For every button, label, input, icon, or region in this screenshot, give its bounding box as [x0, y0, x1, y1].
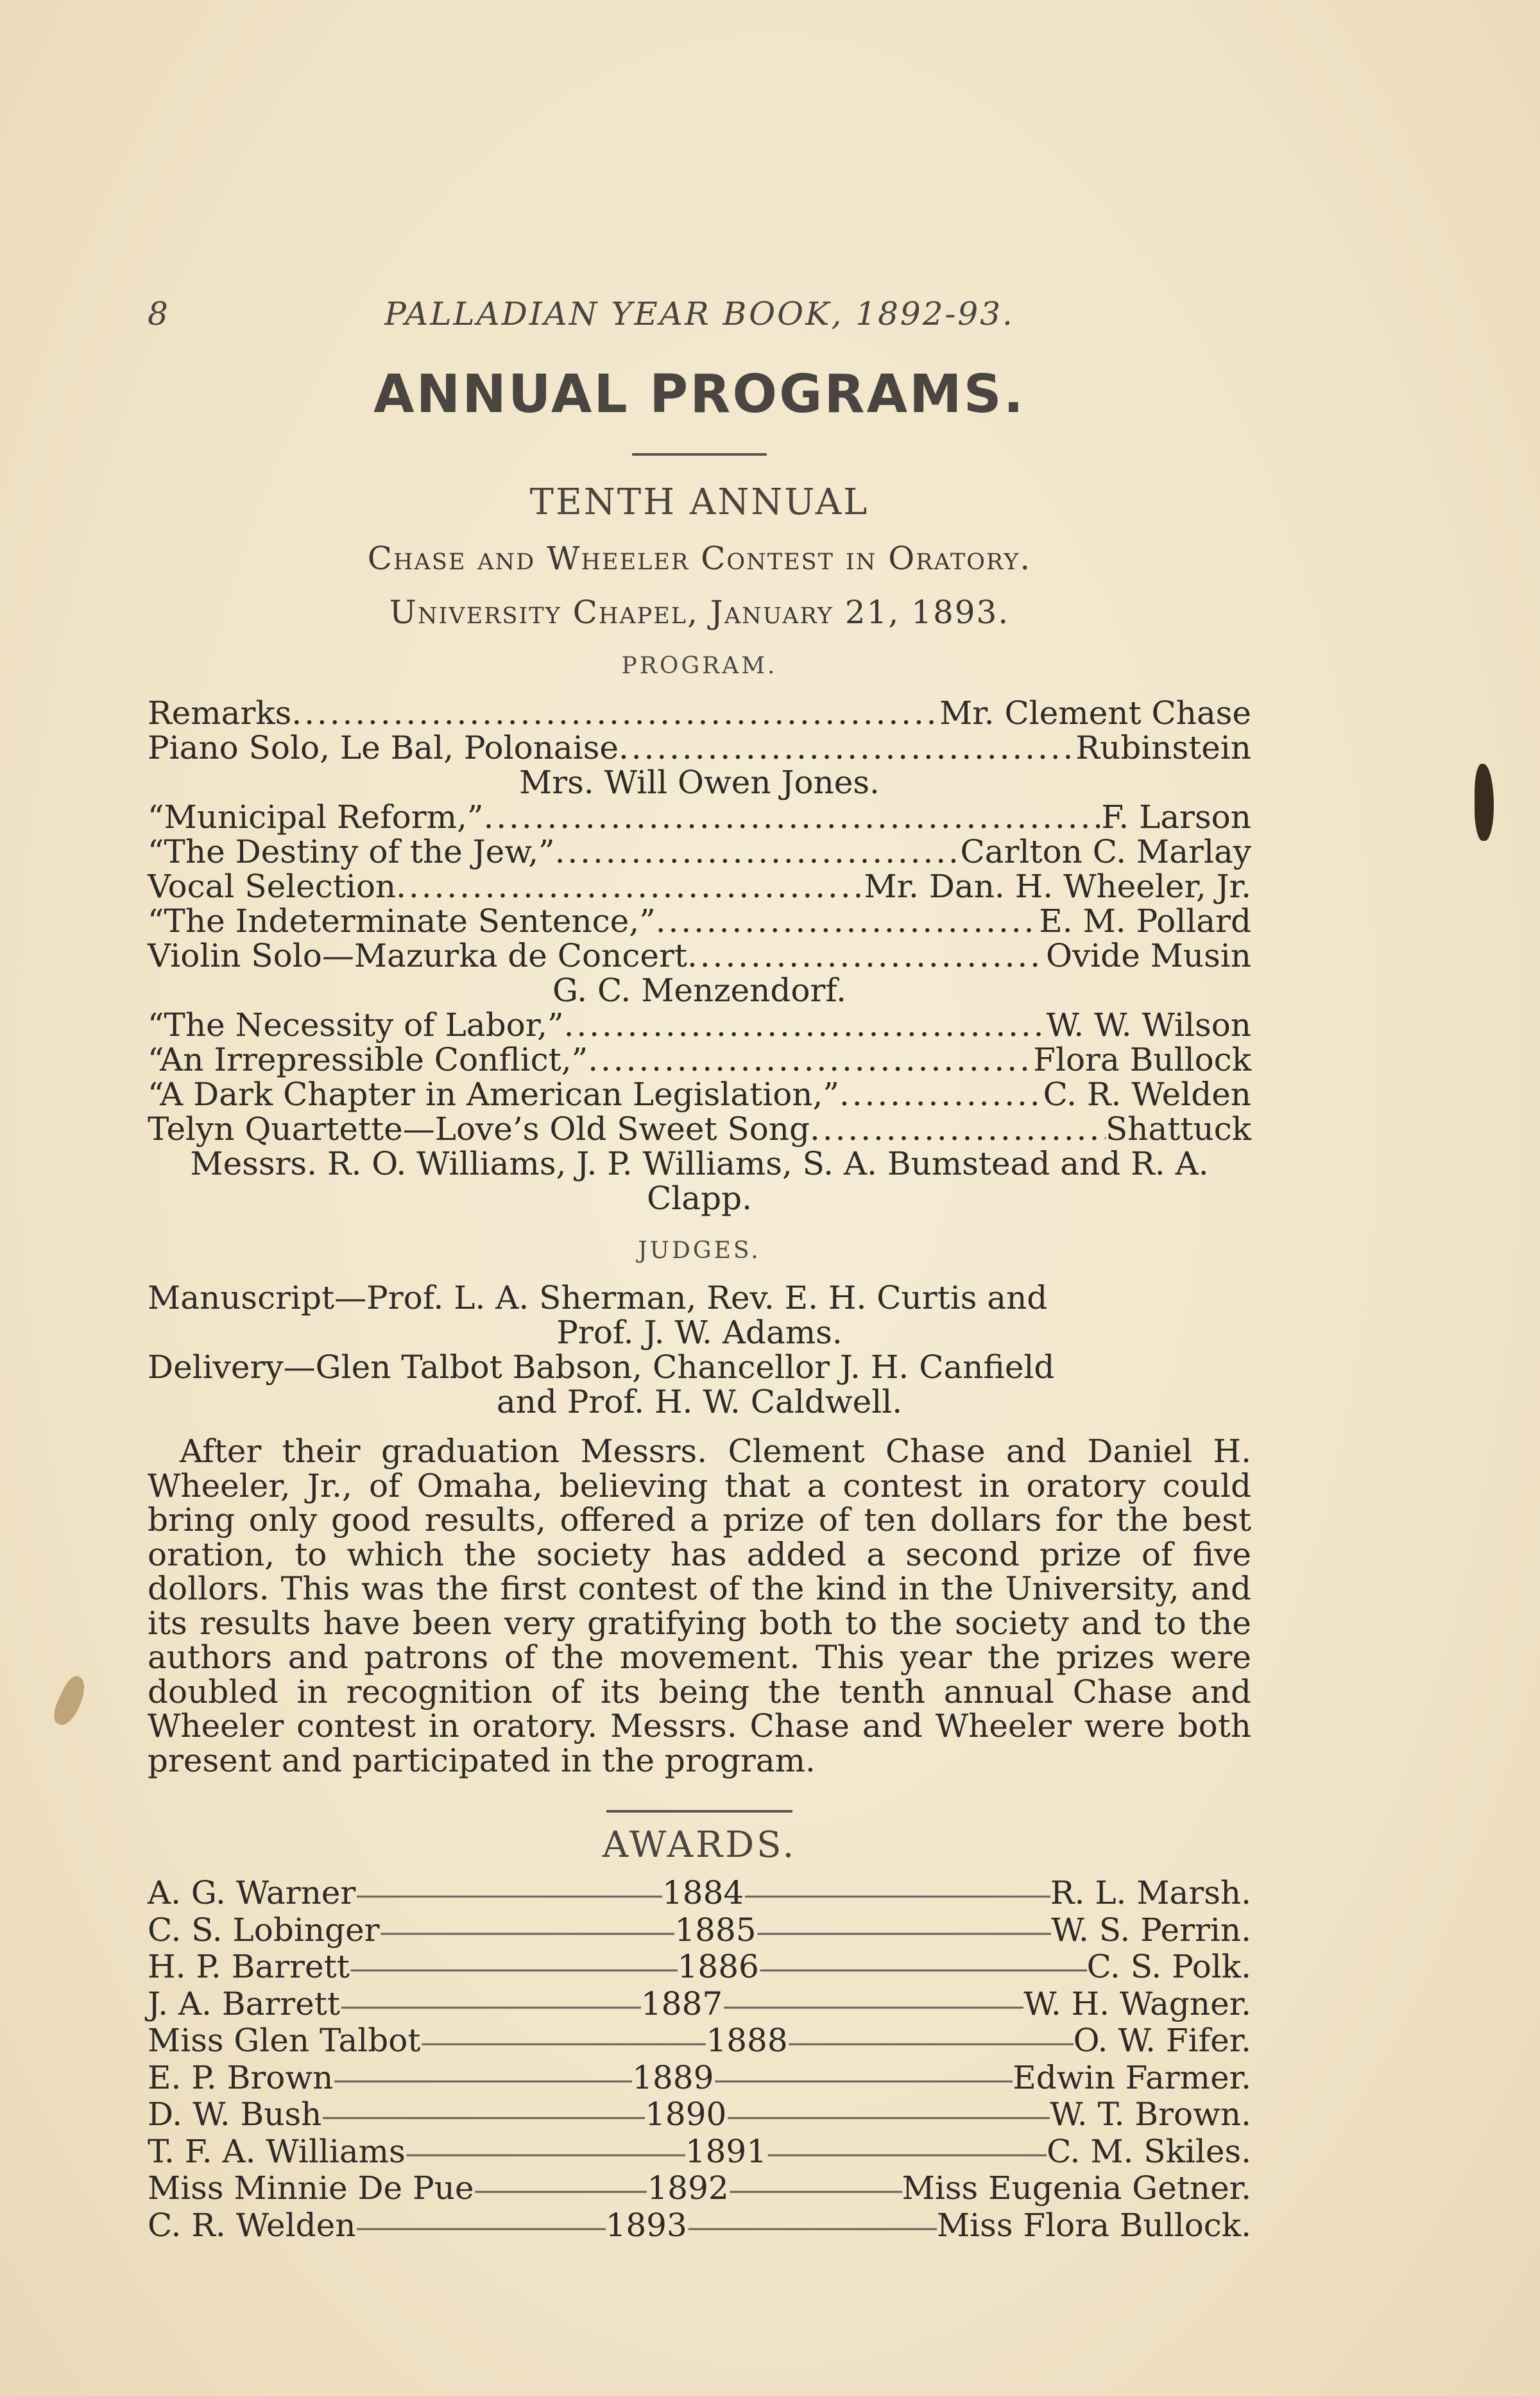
award-year: 1893	[605, 2206, 687, 2244]
program-item-title: Piano Solo, Le Bal, Polonaise	[148, 729, 619, 766]
judges-delivery: Delivery—Glen Talbot Babson, Chancellor J. H. Canfield	[148, 1349, 1055, 1386]
award-row	[148, 1950, 1251, 1987]
program-list	[148, 696, 1251, 1216]
award-first-prize: Miss Minnie De Pue	[148, 2169, 474, 2207]
award-first-prize: C. S. Lobinger	[148, 1911, 380, 1949]
leader-dots	[555, 834, 961, 869]
leader-dashes	[474, 2171, 647, 2209]
leader-dots	[588, 1042, 1033, 1077]
program-heading: PROGRAM.	[621, 653, 778, 679]
leader-dashes	[333, 2061, 632, 2098]
award-row	[148, 2024, 1251, 2061]
program-item-title: “Municipal Reform,”	[148, 798, 484, 836]
award-row	[148, 2171, 1251, 2209]
award-first-prize: J. A. Barrett	[148, 1985, 340, 2022]
title-rule	[632, 453, 767, 456]
award-first-prize: Miss Glen Talbot	[148, 2022, 421, 2059]
award-second-prize: W. H. Wagner.	[1023, 1985, 1251, 2022]
leader-dashes	[757, 1913, 1052, 1951]
history-paragraph: After their graduation Messrs. Clement Chase and Daniel H. Wheeler, Jr., of Omaha, believing that a contest in oratory could bring only good results, offered a prize of ten dollars for the best oration, to which the society has added a second prize of five dollors. This was the first contest of the kind in the University, and its results have been very gratifying both to the society and to the authors and patrons of the movement. This year the prizes were doubled in recognition of its being the tenth annual Chase and Wheeler contest in oratory. Messrs. Chase and Wheeler were both present and participated in the program.	[148, 1433, 1251, 1779]
leader-dashes	[788, 2024, 1074, 2061]
section-rule	[606, 1810, 792, 1813]
program-item-performer: Shattuck	[1106, 1110, 1251, 1148]
award-year: 1891	[685, 2132, 767, 2170]
program-item	[148, 800, 1251, 834]
award-second-prize: Miss Flora Bullock.	[936, 2206, 1251, 2244]
program-item	[148, 1042, 1251, 1077]
award-year: 1884	[662, 1874, 744, 1911]
program-item	[148, 1008, 1251, 1042]
leader-dashes	[729, 2171, 902, 2209]
program-item	[148, 834, 1251, 869]
program-item-performer: W. W. Wilson	[1046, 1006, 1251, 1044]
contest-name: Chase and Wheeler Contest in Oratory.	[367, 540, 1032, 577]
contest-heading: TENTH ANNUAL	[529, 481, 869, 523]
award-year: 1887	[640, 1985, 723, 2022]
leader-dashes	[406, 2135, 685, 2172]
award-second-prize: W. S. Perrin.	[1051, 1911, 1251, 1949]
program-item-performer: C. R. Welden	[1043, 1076, 1251, 1113]
award-second-prize: W. T. Brown.	[1050, 2096, 1251, 2133]
leader-dashes	[726, 2098, 1050, 2135]
leader-dashes	[687, 2209, 937, 2246]
program-item	[148, 938, 1251, 973]
leader-dashes	[340, 1987, 641, 2024]
program-item-performer: Mr. Clement Chase	[939, 694, 1251, 732]
leader-dashes	[355, 2209, 605, 2246]
program-item-performer: Ovide Musin	[1046, 937, 1251, 974]
award-row	[148, 2132, 1251, 2172]
judges-manuscript-cont: Prof. J. W. Adams.	[556, 1314, 843, 1351]
award-year: 1892	[647, 2169, 729, 2207]
leader-dots	[396, 869, 864, 904]
program-item-accompanist: Messrs. R. O. Williams, J. P. Williams, S. A. Bumstead and R. A. Clapp.	[190, 1145, 1209, 1217]
award-first-prize: C. R. Welden	[148, 2206, 356, 2244]
program-item-title: “The Necessity of Labor,”	[148, 1006, 564, 1044]
leader-dots	[810, 1112, 1106, 1146]
judges-heading: JUDGES.	[638, 1237, 761, 1264]
award-row	[148, 2058, 1251, 2098]
award-first-prize: H. P. Barrett	[148, 1948, 350, 1985]
program-item	[148, 904, 1251, 938]
award-row	[148, 2206, 1251, 2246]
leader-dashes	[744, 1876, 1050, 1913]
award-year: 1886	[677, 1948, 759, 1985]
program-item	[148, 1112, 1251, 1146]
judges-list	[148, 1280, 1251, 1419]
awards-list	[148, 1876, 1251, 2245]
award-second-prize: R. L. Marsh.	[1050, 1874, 1251, 1911]
leader-dashes	[321, 2098, 645, 2135]
leader-dashes	[380, 1913, 675, 1951]
program-item-title: Violin Solo—Mazurka de Concert	[148, 937, 687, 974]
award-second-prize: C. M. Skiles.	[1047, 2132, 1251, 2170]
award-year: 1888	[706, 2022, 788, 2059]
page-number: 8	[148, 295, 168, 332]
running-head	[148, 295, 1251, 347]
award-row	[148, 1913, 1251, 1951]
award-first-prize: T. F. A. Williams	[148, 2132, 406, 2170]
program-item-performer: E. M. Pollard	[1039, 902, 1251, 940]
award-first-prize: A. G. Warner	[148, 1874, 356, 1911]
leader-dots	[656, 904, 1040, 938]
award-row	[148, 1987, 1251, 2024]
paper-blemish	[49, 1673, 91, 1729]
program-item	[148, 869, 1251, 904]
running-title: PALLADIAN YEAR BOOK, 1892-93.	[384, 295, 1014, 332]
program-item-title: “The Destiny of the Jew,”	[148, 833, 555, 870]
leader-dots	[291, 696, 939, 730]
leader-dots	[839, 1077, 1043, 1112]
award-first-prize: D. W. Bush	[148, 2096, 322, 2133]
contest-venue-date: University Chapel, January 21, 1893.	[389, 594, 1010, 631]
award-year: 1889	[632, 2058, 714, 2096]
program-item-title: Remarks	[148, 694, 292, 732]
program-item	[148, 1077, 1251, 1112]
leader-dashes	[355, 1876, 662, 1913]
leader-dashes	[350, 1950, 678, 1987]
leader-dashes	[723, 1987, 1023, 2024]
award-second-prize: C. S. Polk.	[1086, 1948, 1251, 1985]
program-item-performer: Carlton C. Marlay	[960, 833, 1251, 870]
leader-dots	[483, 800, 1101, 834]
award-second-prize: Miss Eugenia Getner.	[902, 2169, 1251, 2207]
award-year: 1890	[645, 2096, 727, 2133]
judges-manuscript: Manuscript—Prof. L. A. Sherman, Rev. E. H. Curtis and	[148, 1279, 1048, 1316]
judges-delivery-cont: and Prof. H. W. Caldwell.	[496, 1383, 903, 1420]
program-item-performer: F. Larson	[1101, 798, 1251, 836]
program-item	[148, 730, 1251, 765]
document-page	[148, 295, 1251, 2245]
program-item-performer: Flora Bullock	[1033, 1041, 1251, 1078]
award-second-prize: Edwin Farmer.	[1013, 2058, 1251, 2096]
leader-dashes	[759, 1950, 1087, 1987]
leader-dashes	[767, 2135, 1047, 2172]
page-title: ANNUAL PROGRAMS.	[373, 364, 1025, 425]
program-item-performer: Rubinstein	[1075, 729, 1251, 766]
awards-heading: AWARDS.	[602, 1824, 797, 1866]
leader-dots	[687, 938, 1046, 973]
program-item-title: Telyn Quartette—Love’s Old Sweet Song	[148, 1110, 810, 1148]
leader-dots	[619, 730, 1075, 765]
ink-stain	[1475, 764, 1494, 841]
award-row	[148, 1876, 1251, 1913]
program-item-title: Vocal Selection	[148, 868, 397, 905]
award-row	[148, 2098, 1251, 2135]
program-item-title: “An Irrepressible Conflict,”	[148, 1041, 588, 1078]
leader-dashes	[714, 2061, 1013, 2098]
program-item	[148, 696, 1251, 730]
program-item-performer: Mr. Dan. H. Wheeler, Jr.	[864, 868, 1251, 905]
program-item-accompanist: G. C. Menzendorf.	[552, 972, 846, 1009]
program-item-title: “A Dark Chapter in American Legislation,”	[148, 1076, 839, 1113]
award-first-prize: E. P. Brown	[148, 2058, 334, 2096]
award-year: 1885	[674, 1911, 757, 1949]
program-item-accompanist: Mrs. Will Owen Jones.	[519, 764, 880, 801]
leader-dots	[564, 1008, 1047, 1042]
leader-dashes	[421, 2024, 706, 2061]
program-item-title: “The Indeterminate Sentence,”	[148, 902, 656, 940]
award-second-prize: O. W. Fifer.	[1073, 2022, 1251, 2059]
